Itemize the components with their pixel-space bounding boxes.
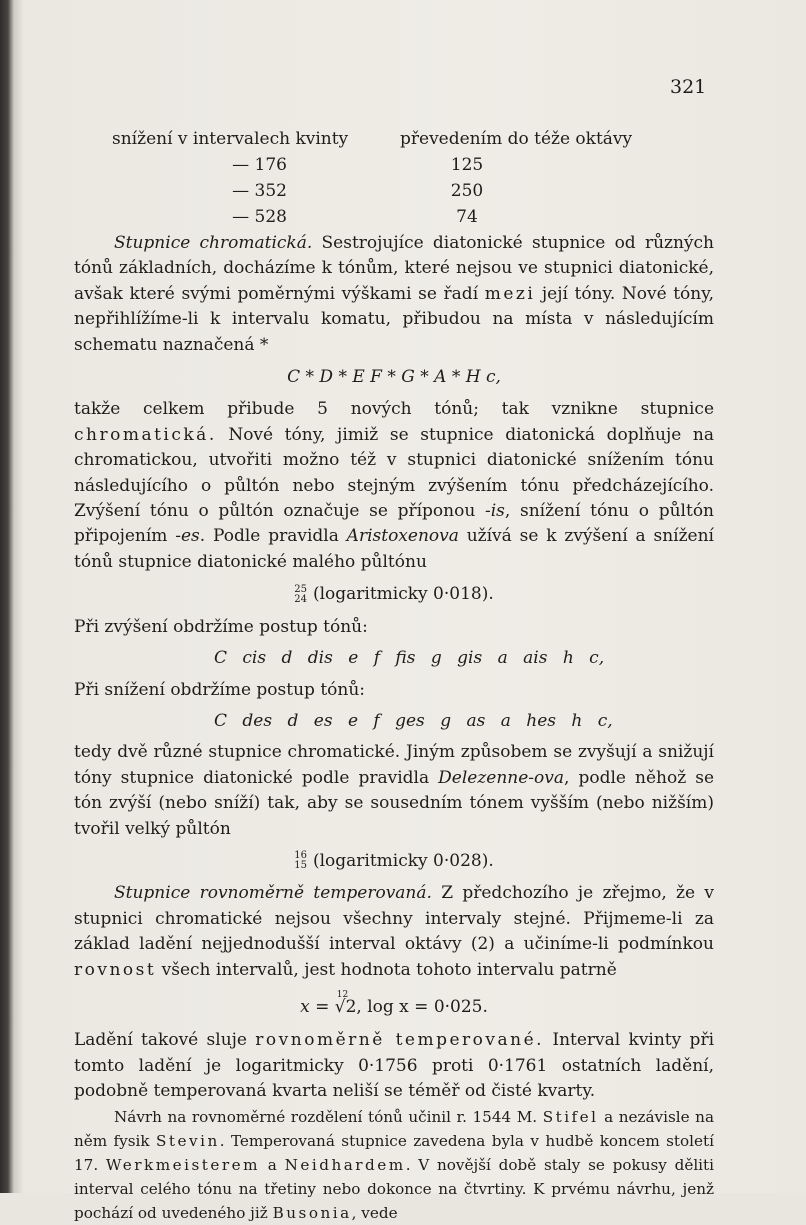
spaced-term: rovnoměrně temperované. xyxy=(255,1030,545,1051)
text-run: a nezávisle na něm fysik xyxy=(74,1107,715,1150)
formula-root xyxy=(74,989,714,1020)
fraction xyxy=(294,851,307,871)
name-stifel: Stifel xyxy=(542,1107,599,1126)
cell-b: 74 xyxy=(456,207,478,227)
text-run: tedy dvě různé stupnice chromatické. Jiným způsobem se zvyšují a snižují tóny stupnice diatonické podle pravidla xyxy=(74,742,714,788)
text-run: , snížení tónu o půltón připojením xyxy=(74,501,715,547)
root-sign: 12 √ xyxy=(335,995,346,1020)
text-run: užívá se k zvýšení a snížení tónů stupnice diatonické malého půltónu xyxy=(74,526,714,572)
name-busoni: Busonia xyxy=(272,1203,352,1222)
suffix-is: -is xyxy=(484,501,505,522)
formula-small-semitone xyxy=(74,582,714,607)
table-header xyxy=(112,126,712,152)
text-run: , podle něhož se tón zvýší (nebo sníží) tak, aby se sousedním tónem vyšším (nebo nižším) tvořil velký půltón xyxy=(74,767,715,839)
col1-header: snížení v intervalech kvinty xyxy=(112,129,349,149)
text-run: Sestrojujíce diatonické stupnice od různých tónů základních, docházíme k tónům, které nejsou ve stupnici diatonické, avšak které svými poměrnými výškami se řadí xyxy=(74,233,715,304)
spaced-term: chromatická. xyxy=(74,424,217,445)
table-row xyxy=(112,152,712,178)
paragraph-chromatic-2 xyxy=(74,397,714,575)
text-run: takže celkem přibude 5 nových tónů; tak vznikne stupnice xyxy=(74,399,714,420)
fraction xyxy=(294,585,307,605)
denominator: 24 xyxy=(294,593,307,605)
note-scheme: C * D * E F * G * A * H c, xyxy=(287,367,501,388)
cell-b: 125 xyxy=(450,155,484,175)
paragraph-chromatic xyxy=(74,231,714,358)
table-row xyxy=(112,204,712,230)
spaced-term: rovnost xyxy=(74,959,157,980)
text-run: Návrh na rovnoměrné rozdělení tónů učinil r. 1544 M. xyxy=(114,1107,543,1126)
cell-a: — 528 xyxy=(232,207,287,227)
root-index: 12 xyxy=(336,989,349,1000)
sequence-sharp: C cis d dis e f fis g gis a ais h c, xyxy=(214,648,605,669)
page-number: 321 xyxy=(670,76,707,98)
formula-text: (logaritmicky 0·018). xyxy=(312,584,494,605)
body-text xyxy=(74,231,714,1225)
suffix-es: -es xyxy=(175,526,200,547)
name-stevin: Stevin xyxy=(156,1131,220,1150)
text-run: Z předchozího je zřejmo, že v stupnici chromatické nejsou všechny intervaly stejné. Přijmeme-li za základ ladění nejjednodušší interval oktávy (2) a učiníme-li podmínkou xyxy=(74,883,714,955)
text-run: Nové tóny, jimiž se stupnice diatonická doplňuje na chromatickou, utvořiti možno též v stupnici diatonické snížením tónu následujícího o půltón nebo stejným zvýšením tónu předcházejícího. Zvýšení tónu o půltón označuje se příponou xyxy=(74,424,714,522)
table-row xyxy=(112,178,712,204)
text-run: , vede xyxy=(351,1203,398,1222)
footnote-history xyxy=(74,1105,714,1225)
interval-table xyxy=(112,126,712,230)
section-title: Stupnice rovnoměrně temperovaná. xyxy=(114,883,432,904)
cell-a: — 176 xyxy=(232,155,287,175)
paragraph-tempered xyxy=(74,881,714,983)
text-run: Ladění takové sluje xyxy=(74,1030,256,1051)
denominator: 15 xyxy=(294,860,307,872)
cell-a: — 352 xyxy=(232,181,287,201)
name-werkmeister: Werkmeisterem xyxy=(105,1155,261,1174)
text-run: její tóny. Nové tóny, nepřihlížíme-li k intervalu komatu, přibudou na místa v následujícím schematu naznačená * xyxy=(74,283,714,355)
paragraph-tuning xyxy=(74,1028,714,1104)
numerator: 16 xyxy=(294,850,307,862)
section-title: Stupnice chromatická. xyxy=(114,233,313,253)
text-run: Interval kvinty při tomto ladění je logaritmicky 0·1756 proti 0·1761 ostatních ladění, podobně temperovaná kvarta neliší se téměř od čisté kvarty. xyxy=(74,1030,715,1102)
formula-rhs: 2, log x = 0·025. xyxy=(345,996,488,1017)
col2-header: převedením do téže oktávy xyxy=(400,129,633,149)
text-run: a xyxy=(260,1155,285,1174)
text-run: . Temperovaná stupnice zavedena byla v hudbě koncem století 17. xyxy=(74,1131,714,1174)
name-neidhard: Neidhardem xyxy=(284,1155,406,1174)
formula-large-semitone xyxy=(74,849,714,874)
spaced-term: mezi xyxy=(484,283,536,304)
sequence-flat: C des d es e f ges g as a hes h c, xyxy=(214,710,613,731)
text-run: všech intervalů, jest hodnota tohoto intervalu patrně xyxy=(156,959,617,980)
formula-lhs: x = xyxy=(300,996,330,1017)
paragraph-lower: Při snížení obdržíme postup tónů: xyxy=(74,679,366,700)
name-delezenne: Delezenne-ova xyxy=(438,767,565,788)
text-run: . V novější době staly se pokusy děliti interval celého tónu na třetiny nebo dokonce na čtvrtiny. K prvému návrhu, jenž pochází od uvedeného již xyxy=(74,1155,714,1222)
numerator: 25 xyxy=(294,583,307,595)
formula-text: (logaritmicky 0·028). xyxy=(312,850,494,871)
text-run: . Podle pravidla xyxy=(199,526,347,547)
paragraph-delezenne xyxy=(74,740,714,842)
paragraph-raise: Při zvýšení obdržíme postup tónů: xyxy=(74,616,368,637)
name-aristoxenus: Aristoxenova xyxy=(346,526,459,547)
cell-b: 250 xyxy=(450,181,484,201)
